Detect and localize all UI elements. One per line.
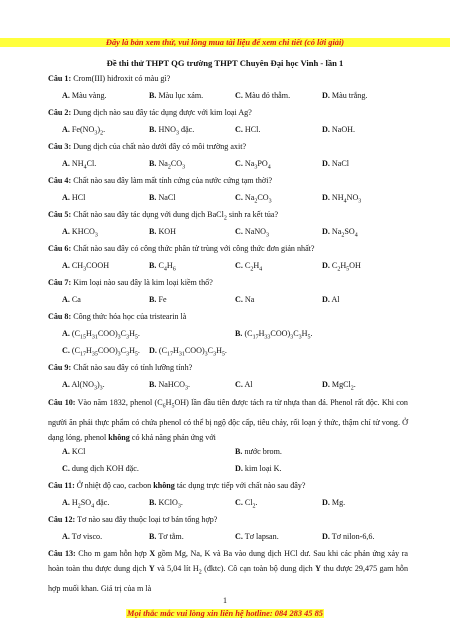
option-d: D. NaCl <box>322 159 349 168</box>
question-1: Câu 1: Crom(III) hiđroxit có màu gì? <box>48 74 171 83</box>
option-b: B. $C_4H_6$ <box>149 261 176 273</box>
document-title: Đề thi thử THPT QG trường THPT Chuyên Đại học Vinh - lần 1 <box>106 58 344 68</box>
option-c: C. $Na_2CO_3$ <box>235 193 272 205</box>
question-13: Câu 13: Cho m gam hỗn hợp X gồm Mg, Na, K và Ba vào dung dịch HCl dư. Sau khi các phản ứng xảy ra hoàn toàn thu được dung dịch Y và 5,04 lít $H_2$ (đktc). Cô cạn toàn bộ dung dịch Y thu được 29,475 gam hỗn hợp muối khan. Giá trị của m là <box>48 549 408 593</box>
option-d: D. Màu trắng. <box>322 91 368 100</box>
option-b: B. nước brom. <box>235 447 282 456</box>
option-b: B. $HNO_3$ đặc. <box>149 125 195 137</box>
option-c: C. Na <box>235 295 255 304</box>
option-a: A. Tơ visco. <box>62 532 103 541</box>
option-a: A. KCl <box>62 447 86 456</box>
option-b: B. $(C_{17}H_{33}COO)_3C_3H_5$. <box>235 329 313 341</box>
option-a: A. Ca <box>62 295 81 304</box>
question-10: Câu 10: Vào năm 1832, phenol $(C_6H_5OH)$ lần đầu tiên được tách ra từ nhựa than đá. Phenol rất độc. Khi con người ăn phải thực phẩm có chứa phenol có thể bị ngộ độc cấp, tiêu chảy, rối loạn ý thức, thậm chí tử vong. Ở dạng lỏng, phenol không có khả năng phản ứng với <box>48 398 408 442</box>
option-b: B. KClO$_3$. <box>149 498 183 510</box>
option-d: D. MgCl$_2$. <box>322 380 356 392</box>
option-a: A. $H_2SO_4$ đặc. <box>62 498 110 510</box>
question-11: Câu 11: Ở nhiệt độ cao, cacbon không tác dụng trực tiếp với chất nào sau đây? <box>48 481 306 490</box>
option-c: C. $Na_3PO_4$ <box>235 159 271 171</box>
option-d: D. $C_2H_5OH$ <box>322 261 361 273</box>
option-d: D. Al <box>322 295 340 304</box>
option-b: B. KOH <box>149 227 176 236</box>
option-a: A. $(C_{15}H_{31}COO)_3C_3H_5$. <box>62 329 140 341</box>
question-6: Câu 6: Chất nào sau đây có công thức phân tử trùng với công thức đơn giản nhất? <box>48 244 315 253</box>
question-8: Câu 8: Công thức hóa học của tristearin là <box>48 312 187 321</box>
option-b: B. Màu lục xám. <box>149 91 204 100</box>
page-number: 1 <box>223 596 227 605</box>
option-b: B. Fe <box>149 295 167 304</box>
option-b: B. Tơ tằm. <box>149 532 184 541</box>
option-a: A. Màu vàng. <box>62 91 107 100</box>
option-d: D. $Na_2SO_4$ <box>322 227 358 239</box>
question-7: Câu 7: Kim loại nào sau đây là kim loại kiềm thổ? <box>48 278 213 287</box>
option-b: B. NaCl <box>149 193 176 202</box>
option-c: C. $C_2H_4$ <box>235 261 263 273</box>
option-a: A. $KHCO_3$ <box>62 227 98 239</box>
option-d: D. Mg. <box>322 498 346 507</box>
question-5: Câu 5: Chất nào sau đây tác dụng với dung dịch BaCl$_2$ sinh ra kết tủa? <box>48 210 279 222</box>
option-b: B. NaHCO$_3$. <box>149 380 191 392</box>
question-9: Câu 9: Chất nào sau đây có tính lưỡng tính? <box>48 363 193 372</box>
option-d: D. NaOH. <box>322 125 356 134</box>
option-a: A. $CH_3COOH$ <box>62 261 110 273</box>
option-c: C. Tơ lapsan. <box>235 532 279 541</box>
preview-notice-banner: Đây là bản xem thử, vui lòng mua tài liệu để xem chi tiết (có lời giải) <box>0 38 450 47</box>
option-c: C. Màu đỏ thẫm. <box>235 91 291 100</box>
option-d: D. $(C_{17}H_{31}COO)_3C_3H_5$. <box>149 346 227 358</box>
option-c: C. $(C_{17}H_{35}COO)_3C_3H_5$. <box>62 346 140 358</box>
option-c: C. HCl. <box>235 125 261 134</box>
option-c: C. NaNO$_3$ <box>235 227 270 239</box>
option-a: A. $Al(NO_3)_3$. <box>62 380 105 392</box>
option-a: A. $Fe(NO_3)_2$. <box>62 125 106 137</box>
option-a: A. $NH_4Cl$. <box>62 159 97 171</box>
question-3: Câu 3: Dung dịch của chất nào dưới đây có môi trường axit? <box>48 142 247 151</box>
option-d: D. Tơ nilon-6,6. <box>322 532 375 541</box>
option-c: C. Al <box>235 380 253 389</box>
option-b: B. $Na_2CO_3$ <box>149 159 186 171</box>
option-d: D. $NH_4NO_3$ <box>322 193 362 205</box>
option-a: A. HCl <box>62 193 86 202</box>
question-12: Câu 12: Tơ nào sau đây thuộc loại tơ bán tổng hợp? <box>48 515 218 524</box>
option-c: C. dung dịch KOH đặc. <box>62 464 139 473</box>
question-2: Câu 2: Dung dịch nào sau đây tác dụng được với kim loại Ag? <box>48 108 252 117</box>
option-d: D. kim loại K. <box>235 464 282 473</box>
question-4: Câu 4: Chất nào sau đây làm mất tính cứng của nước cứng tạm thời? <box>48 176 273 185</box>
hotline-banner: Mọi thắc mắc vui lòng xin liên hệ hotline: 084 283 45 85 <box>127 609 323 618</box>
option-c: C. $Cl_2$. <box>235 498 258 510</box>
